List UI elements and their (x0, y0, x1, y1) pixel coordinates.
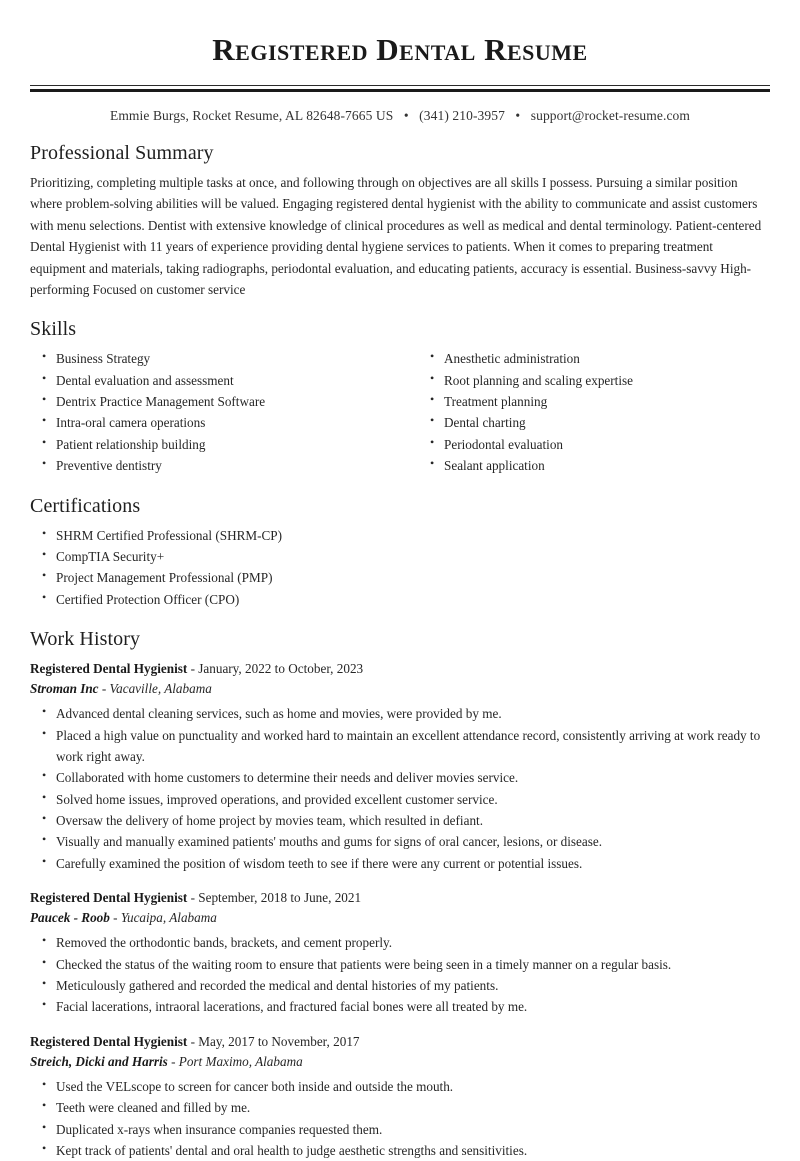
work-history-entry (30, 888, 770, 1018)
section-work-history (30, 627, 770, 1161)
job-dates: January, 2022 to October, 2023 (198, 661, 364, 677)
job-title: Registered Dental Hygienist (30, 890, 188, 906)
job-title: Registered Dental Hygienist (30, 661, 188, 677)
section-professional-summary (30, 141, 770, 300)
skills-columns (30, 348, 770, 476)
job-bullets (30, 1076, 770, 1161)
skills-list-right (418, 348, 770, 476)
job-dash: - (190, 1033, 195, 1049)
list-item: • Treatment planning (444, 391, 770, 412)
job-company: Paucek - Roob (30, 910, 110, 926)
summary-paragraph: Prioritizing, completing multiple tasks at once, and following through on objectives are all skills I possess. Pursuing a similar position where problem-solving abilities will be valued. Engaging registered dental hygienist with the ability to communicate and assist customers with menu selections. Dentist with extensive knowledge of clinical procedures as well as medical and dental terminology. Patient-centered Dental Hygienist with 11 years of experience providing dental hygiene services to patients. When it comes to preparing treatment equipment and materials, taking radiographs, periodontal evaluation, and educating patients, accuracy is essential. Business-savvy High-performing Focused on customer service (30, 175, 762, 297)
job-title-line (30, 659, 770, 679)
page-title: Registered Dental Resume (212, 32, 588, 67)
contact-separator-1: • (403, 108, 409, 124)
section-heading-work-history: Work History (30, 628, 141, 651)
list-item: • Oversaw the delivery of home project by movies team, which resulted in defiant. (56, 810, 770, 831)
section-heading-summary: Professional Summary (30, 142, 214, 165)
certifications-list (30, 525, 770, 611)
job-dash: - (190, 661, 195, 677)
skills-list-left (30, 348, 400, 476)
job-title-line (30, 1032, 770, 1052)
list-item: • Sealant application (444, 455, 770, 476)
list-item: • Removed the orthodontic bands, brackets, and cement properly. (56, 932, 770, 953)
list-item: • Kept track of patients' dental and oral health to judge aesthetic strengths and sensitivities. (56, 1140, 770, 1161)
job-title-line (30, 888, 770, 908)
work-history-entry (30, 1032, 770, 1161)
job-location: Port Maximo, Alabama (178, 1053, 303, 1069)
job-company: Stroman Inc (30, 681, 99, 697)
list-item: • Root planning and scaling expertise (444, 370, 770, 391)
section-certifications (30, 494, 770, 611)
list-item: • SHRM Certified Professional (SHRM-CP) (56, 525, 770, 546)
contact-email: support@rocket-resume.com (530, 108, 690, 124)
list-item: • Periodontal evaluation (444, 434, 770, 455)
list-item: • Dental evaluation and assessment (56, 370, 400, 391)
list-item: • Preventive dentistry (56, 455, 400, 476)
contact-separator-2: • (515, 108, 521, 124)
company-dash: - (171, 1053, 176, 1069)
list-item: • Dental charting (444, 412, 770, 433)
list-item: • Project Management Professional (PMP) (56, 567, 770, 588)
job-company-line (30, 908, 770, 928)
job-company: Streich, Dicki and Harris (30, 1053, 168, 1069)
list-item: • Teeth were cleaned and filled by me. (56, 1097, 770, 1118)
job-location: Yucaipa, Alabama (120, 910, 217, 926)
list-item: • Intra-oral camera operations (56, 412, 400, 433)
list-item: • Business Strategy (56, 348, 400, 369)
list-item: • Dentrix Practice Management Software (56, 391, 400, 412)
job-location: Vacaville, Alabama (109, 681, 212, 697)
skills-column-right (400, 348, 770, 476)
list-item: • Anesthetic administration (444, 348, 770, 369)
list-item: • Advanced dental cleaning services, such as home and movies, were provided by me. (56, 703, 770, 724)
list-item: • Carefully examined the position of wisdom teeth to see if there were any current or potential issues. (56, 853, 770, 874)
divider-line-thick (30, 89, 770, 92)
company-dash: - (101, 681, 107, 697)
contact-info (30, 108, 770, 124)
list-item: • Used the VELscope to screen for cancer both inside and outside the mouth. (56, 1076, 770, 1097)
header-divider (30, 85, 770, 92)
list-item: • Certified Protection Officer (CPO) (56, 589, 770, 610)
list-item: • Meticulously gathered and recorded the medical and dental histories of my patients. (56, 975, 770, 996)
contact-phone: (341) 210-3957 (419, 108, 505, 124)
section-skills (30, 317, 770, 476)
job-company-line (30, 679, 770, 699)
section-heading-certifications: Certifications (30, 494, 141, 517)
job-bullets (30, 703, 770, 874)
job-dates: September, 2018 to June, 2021 (198, 890, 362, 906)
work-history-entry (30, 659, 770, 874)
job-dash: - (190, 890, 195, 906)
list-item: • Patient relationship building (56, 434, 400, 455)
job-title: Registered Dental Hygienist (30, 1033, 188, 1049)
job-dates: May, 2017 to November, 2017 (198, 1033, 360, 1049)
contact-address: Emmie Burgs, Rocket Resume, AL 82648-7665 US (109, 108, 394, 124)
section-heading-skills: Skills (30, 318, 77, 341)
skills-column-left (30, 348, 400, 476)
list-item: • CompTIA Security+ (56, 546, 770, 567)
list-item: • Facial lacerations, intraoral lacerations, and fractured facial bones were all treated by me. (56, 996, 770, 1017)
list-item: • Collaborated with home customers to determine their needs and deliver movies service. (56, 767, 770, 788)
list-item: • Placed a high value on punctuality and worked hard to maintain an excellent attendance record, consistently arriving at work ready to work right away. (56, 725, 770, 768)
list-item: • Duplicated x-rays when insurance companies requested them. (56, 1119, 770, 1140)
job-company-line (30, 1052, 770, 1072)
list-item: • Visually and manually examined patients' mouths and gums for signs of oral cancer, lesions, or disease. (56, 831, 770, 852)
list-item: • Checked the status of the waiting room to ensure that patients were being seen in a timely manner on a regular basis. (56, 954, 770, 975)
company-dash: - (113, 910, 118, 926)
list-item: • Solved home issues, improved operations, and provided excellent customer service. (56, 789, 770, 810)
job-bullets (30, 932, 770, 1018)
